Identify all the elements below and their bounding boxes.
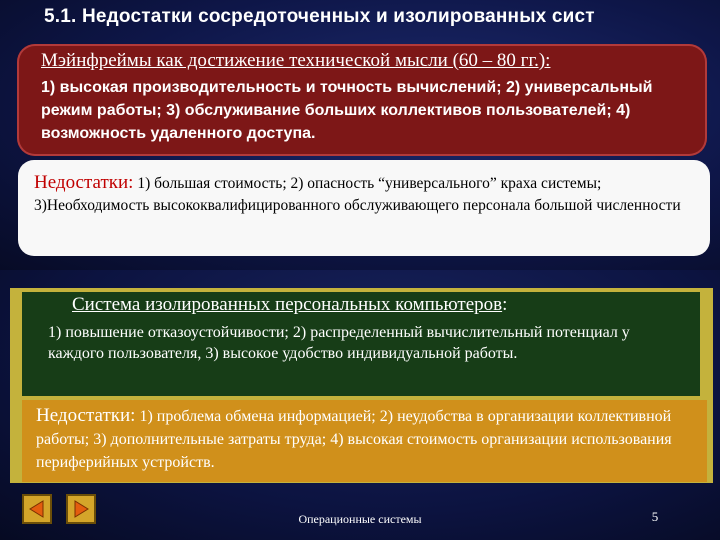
page-number: 5	[651, 509, 659, 524]
footer-title: Операционные системы	[298, 512, 422, 526]
pc-drawbacks-lead: Недостатки:	[36, 405, 136, 426]
next-slide-button[interactable]	[66, 494, 96, 524]
pc-heading-suffix: :	[502, 294, 508, 315]
triangle-right-icon	[71, 499, 91, 519]
mainframe-drawbacks-text	[34, 172, 684, 217]
mainframe-advantages: 1) высокая производительность и точность вычислений; 2) универсальный режим работы; 3) обслуживание больших коллективов пользователей; 4) возможность удаленного доступа.	[41, 79, 653, 142]
pc-heading-text: Система изолированных персональных компьютеров	[72, 294, 503, 315]
pc-drawbacks-body: 1) проблема обмена информацией; 2) неудобства в организации коллективной работы; 3) дополнительные затраты труда; 4) высокая стоимость организации использования периферийных устройств.	[36, 408, 672, 471]
mainframe-drawbacks-body: 1) большая стоимость; 2) опасность “универсального” краха системы; 3)Необходимость высококвалифицированного обслуживающего персонала большой численности	[34, 175, 681, 214]
pc-box	[22, 292, 700, 396]
prev-slide-button[interactable]	[22, 494, 52, 524]
mainframe-drawbacks-lead: Недостатки:	[34, 172, 134, 193]
mainframe-box	[17, 44, 707, 156]
slide-title: 5.1. Недостатки сосредоточенных и изолированных сист	[44, 6, 595, 27]
pc-heading	[72, 294, 692, 316]
triangle-left-icon	[27, 499, 47, 519]
mainframe-drawbacks-box	[18, 160, 710, 256]
pc-drawbacks-text	[36, 404, 696, 474]
pc-advantages: 1) повышение отказоустойчивости; 2) распределенный вычислительный потенциал у каждого пользователя, 3) высокое удобство индивидуальной работы.	[48, 324, 630, 362]
pc-drawbacks-box	[22, 400, 707, 482]
mainframe-heading: Мэйнфреймы как достижение технической мысли (60 – 80 гг.):	[41, 50, 551, 71]
